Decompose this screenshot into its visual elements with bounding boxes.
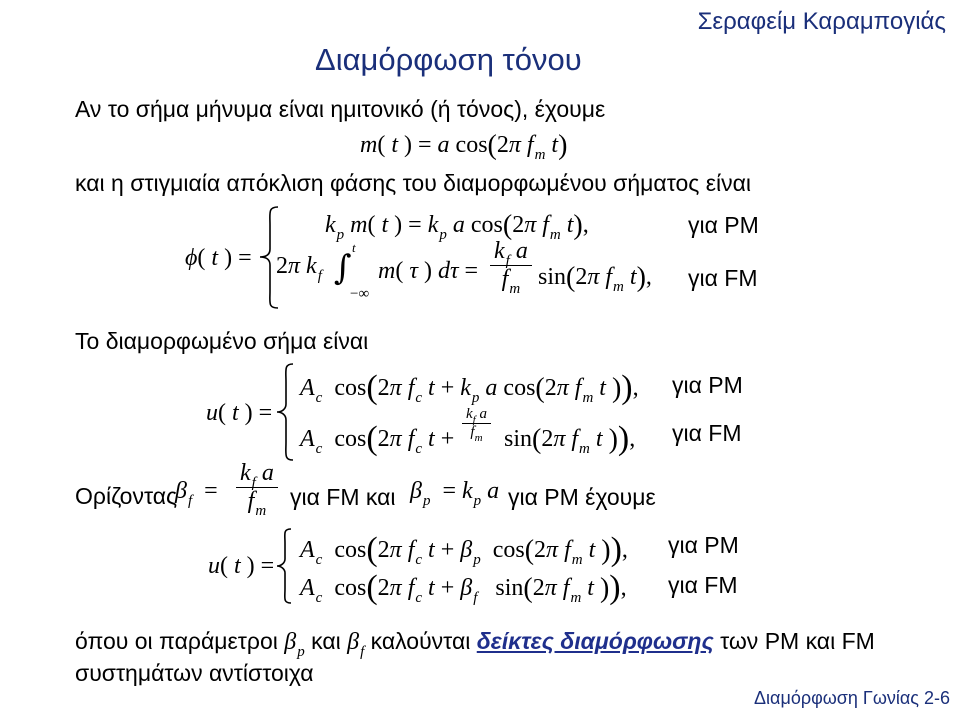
integral-upper-limit: t [352, 240, 356, 255]
phi-pm-label: για PM [688, 212, 759, 238]
deviation-text: και η στιγμιαία απόκλιση φάσης του διαμορφωμένου σήματος είναι [75, 170, 751, 196]
footer-line-2: συστημάτων αντίστοιχα [75, 660, 314, 686]
u-lhs-1: u( t ) = [206, 400, 273, 426]
phi-lhs: ϕ( t ) = [185, 245, 252, 271]
phi-fm-integrand: m( τ ) dτ = [378, 258, 479, 284]
slide-title: Διαμόρφωση τόνου [315, 42, 582, 77]
u-fm-equation-1b: sin(2π $f_m$ t )), [504, 420, 636, 457]
footer-text-b: και [311, 628, 341, 654]
for-fm-and-text: για FM και [290, 484, 396, 510]
u-fm-label-2: για FM [668, 572, 738, 598]
modulated-text: Το διαμορφωμένο σήμα είναι [75, 328, 369, 354]
u-brace-1 [275, 362, 297, 462]
beta-f-symbol: $\beta_f$ [347, 629, 365, 660]
u-lhs-2: u( t ) = [208, 553, 275, 579]
defining-text: Ορίζοντας [75, 483, 178, 509]
u-brace-2 [275, 527, 295, 605]
phi-fm-label: για FM [688, 265, 758, 291]
slide-footer-label: Διαμόρφωση Γωνίας 2-6 [754, 688, 950, 708]
u-fm-equation-1a: $A_c$ cos(2π $f_c$ t + [300, 420, 455, 457]
u-pm-equation-1: $A_c$ cos(2π $f_c$ $t + k_p$ a cos(2π $f_m$ t )), [300, 369, 639, 406]
u-pm-label-2: για PM [668, 532, 739, 558]
footer-line-1 [75, 628, 875, 660]
beta-p-definition: $\beta_p = k_p$ a [410, 478, 500, 509]
u-fm-equation-2: $A_c$ cos(2π $f_c$ $t + \beta_f$ sin(2π $f_m$ t )), [300, 569, 627, 606]
beta-p-symbol: $\beta_p$ [284, 629, 305, 660]
message-equation: m( t ) = a cos(2π $f_m$ t) [360, 130, 568, 163]
u-pm-equation-2: $A_c$ cos(2π $f_c$ $t + \beta_p$ cos(2π $f_m$ t )), [300, 531, 628, 568]
footer-text-d: των PM και FM [720, 628, 875, 654]
u-fm-label-1: για FM [672, 420, 742, 446]
phi-fm-fraction: $\frac{k_f a}{f_m}$ [490, 238, 532, 293]
for-pm-we-have-text: για PM έχουμε [508, 484, 656, 510]
u-pm-label-1: για PM [672, 372, 743, 398]
intro-text: Αν το σήμα μήνυμα είναι ημιτονικό (ή τόνος), έχουμε [75, 96, 606, 122]
u-fm-fraction-1: $\frac{k_f a}{f_m}$ [462, 406, 491, 441]
integral-lower-limit: −∞ [350, 286, 370, 302]
beta-f-definition: $\beta_f$ = [175, 478, 218, 509]
footer-text-a: όπου οι παράμετροι [75, 628, 278, 654]
footer-text-c: καλούνται [370, 628, 471, 654]
modulation-indices-highlight: δείκτες διαμόρφωσης [476, 628, 714, 654]
phi-fm-sin: sin(2π $f_m$ t), [538, 262, 652, 295]
phi-fm-equation: 2π $k_f$ ∫ [276, 248, 352, 288]
author-name: Σεραφείμ Καραμπογιάς [697, 8, 946, 35]
beta-f-fraction: $\frac{k_f a}{f_m}$ [236, 460, 278, 515]
phi-pm-equation: $k_p$ m( t ) = $k_p$ a cos(2π $f_m$ t), [325, 210, 589, 243]
